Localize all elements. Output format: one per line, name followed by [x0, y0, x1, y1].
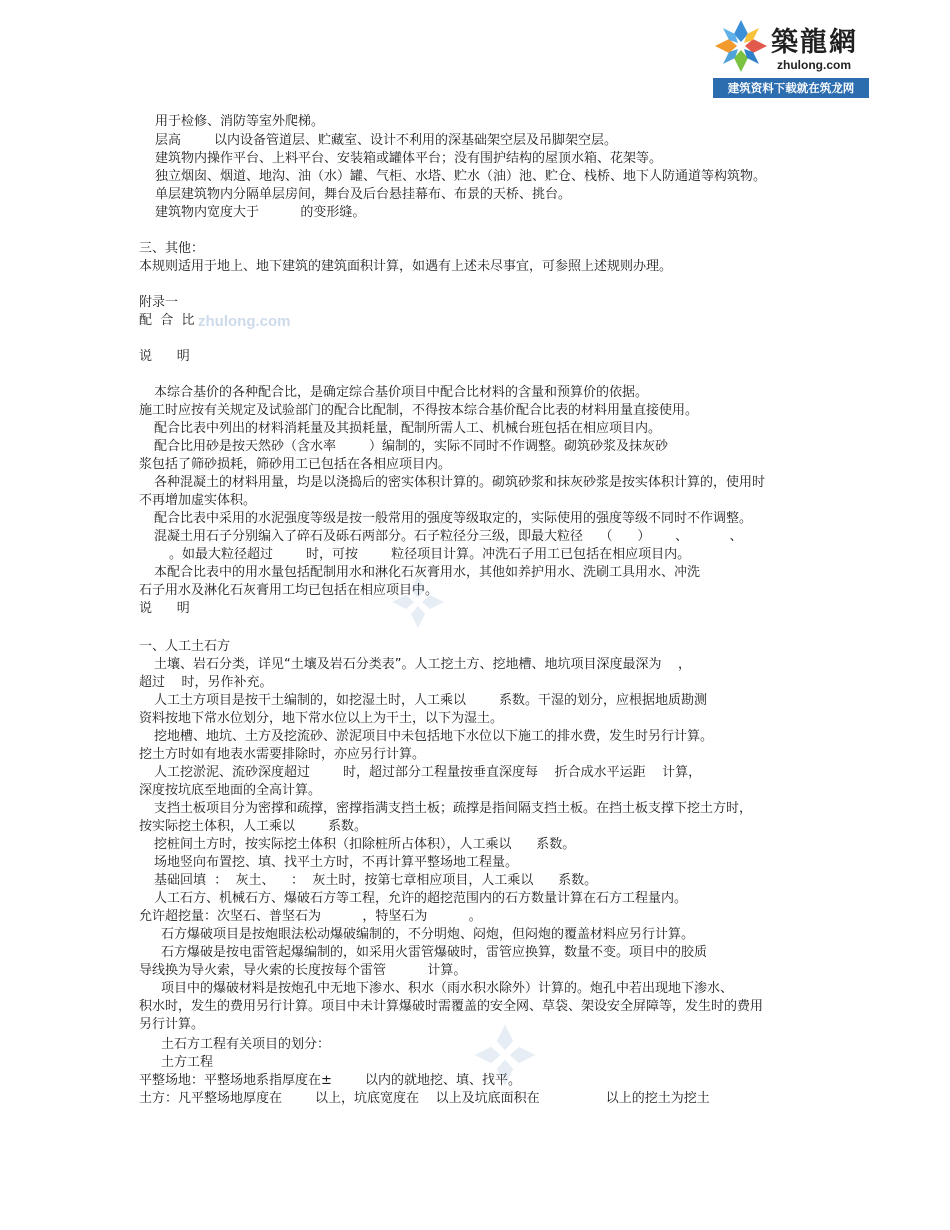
- text-line: 单层建筑物内分隔单层房间，舞台及后台悬挂幕布、布景的天桥、挑台。: [155, 187, 572, 202]
- text-line: 土方：凡平整场地厚度在 以上，坑底宽度在 以上及坑底面积在 以上的挖土为挖土: [139, 1091, 710, 1106]
- text-line: 石子用水及淋化石灰膏用工均已包括在相应项目中。: [139, 583, 439, 598]
- text-line: 层高 以内设备管道层、贮藏室、设计不利用的深基础架空层及吊脚架空层。: [155, 133, 618, 148]
- text-line: 资料按地下常水位划分，地下常水位以上为干土，以下为湿土。: [139, 711, 504, 726]
- watermark-text: zhulong.com: [198, 313, 291, 330]
- zhulong-logo[interactable]: [713, 16, 869, 98]
- text-line: 场地竖向布置挖、填、找平土方时，不再计算平整场地工程量。: [154, 855, 519, 870]
- text-line: 按实际挖土体积，人工乘以 系数。: [139, 819, 368, 834]
- text-line: 配合比表中列出的材料消耗量及其损耗量，配制所需人工、机械台班包括在相应项目内。: [154, 421, 662, 436]
- text-line: 本规则适用于地上、地下建筑的建筑面积计算，如遇有上述未尽事宜，可参照上述规则办理。: [139, 259, 673, 274]
- text-line: 本配合比表中的用水量包括配制用水和淋化石灰膏用水，其他如养护用水、洗刷工具用水、冲洗: [154, 565, 701, 580]
- text-line: 石方爆破项目是按炮眼法松动爆破编制的，不分明炮、闷炮，但闷炮的覆盖材料应另行计算。: [161, 927, 695, 942]
- text-line: 挖地槽、地坑、土方及挖流砂、淤泥项目中未包括地下水位以下施工的排水费，发生时另行计算。: [154, 729, 714, 744]
- text-line: 说 明: [139, 349, 190, 364]
- text-line: 配合比用砂是按天然砂（含水率 ）编制的，实际不同时不作调整。砌筑砂浆及抹灰砂: [154, 439, 669, 454]
- text-line: 混凝土用石子分别编入了碎石及砾石两部分。石子粒径分三级，即最大粒径 （ ） 、 、: [154, 529, 743, 544]
- watermark-snowflake-icon: [388, 572, 448, 632]
- text-line: 允许超挖量：次坚石、普坚石为 ，特坚石为 。: [139, 909, 482, 924]
- text-line: 不再增加虚实体积。: [139, 493, 257, 508]
- text-line: 配 合 比: [139, 313, 195, 328]
- text-line: 挖桩间土方时，按实际挖土体积（扣除桩所占体积），人工乘以 系数。: [154, 837, 576, 852]
- text-line: 。如最大粒径超过 时，可按 粒径项目计算。冲洗石子用工已包括在相应项目内。: [169, 547, 691, 562]
- text-line: 人工土方项目是按干土编制的，如挖湿土时，人工乘以 系数。干湿的划分，应根据地质勘测: [154, 693, 708, 708]
- text-line: 石方爆破是按电雷管起爆编制的，如采用火雷管爆破时，雷管应换算，数量不变。项目中的胶质: [161, 945, 708, 960]
- text-line: 平整场地：平整场地系指厚度在± 以内的就地挖、填、找平。: [139, 1073, 521, 1088]
- text-line: 一、人工土石方: [139, 639, 231, 654]
- logo-domain: zhulong.com: [777, 58, 851, 72]
- text-line: 人工石方、机械石方、爆破石方等工程，允许的超挖范围内的石方数量计算在石方工程量内。: [154, 891, 688, 906]
- text-line: 人工挖淤泥、流砂深度超过 时，超过部分工程量按垂直深度每 折合成水平运距 计算，: [154, 765, 702, 780]
- text-line: 附录一: [139, 295, 179, 310]
- logo-banner: 建筑资料下载就在筑龙网: [713, 78, 869, 98]
- text-line: 建筑物内操作平台、上料平台、安装箱或罐体平台；没有围护结构的屋顶水箱、花架等。: [155, 151, 663, 166]
- text-line: 三、其他：: [139, 241, 205, 256]
- text-line: 说 明: [139, 601, 190, 616]
- text-line: 支挡土板项目分为密撑和疏撑，密撑指满支挡土板；疏撑是指间隔支挡土板。在挡土板支撑下挖土方时，: [154, 801, 753, 816]
- text-line: 浆包括了筛砂损耗，筛砂用工已包括在各相应项目内。: [139, 457, 452, 472]
- snowflake-logo-icon: [713, 16, 769, 76]
- text-line: 用于检修、消防等室外爬梯。: [155, 114, 325, 129]
- logo-top: [713, 16, 869, 78]
- text-line: 导线换为导火索，导火索的长度按每个雷管 计算。: [139, 963, 467, 978]
- text-line: 建筑物内宽度大于 的变形缝。: [155, 205, 366, 220]
- text-line: 超过 时，另作补充。: [139, 675, 273, 690]
- logo-name-cn: 築龍網: [771, 27, 858, 58]
- text-line: 项目中的爆破材料是按炮孔中无地下渗水、积水（雨水积水除外）计算的。炮孔中若出现地下渗水、: [161, 981, 734, 996]
- text-line: 土方工程: [161, 1055, 214, 1070]
- text-line: 各种混凝土的材料用量，均是以浇捣后的密实体积计算的。砌筑砂浆和抹灰砂浆是按实体积计算的，使用时: [154, 475, 766, 490]
- text-line: 深度按坑底至地面的全高计算。: [139, 783, 322, 798]
- text-line: 积水时，发生的费用另行计算。项目中未计算爆破时需覆盖的安全网、草袋、架设安全屏障等，发生时的费用: [139, 999, 764, 1014]
- text-line: 另行计算。: [139, 1017, 205, 1032]
- text-line: 施工时应按有关规定及试验部门的配合比配制，不得按本综合基价配合比表的材料用量直接使用。: [139, 403, 699, 418]
- text-line: 配合比表中采用的水泥强度等级是按一般常用的强度等级取定的，实际使用的强度等级不同时不作调整。: [154, 511, 753, 526]
- text-line: 本综合基价的各种配合比，是确定综合基价项目中配合比材料的含量和预算价的依据。: [154, 385, 649, 400]
- text-line: 土壤、岩石分类，详见“土壤及岩石分类表”。人工挖土方、挖地槽、地坑项目深度最深为 ，: [154, 657, 691, 672]
- text-line: 土石方工程有关项目的划分：: [161, 1037, 331, 1052]
- text-line: 挖土方时如有地表水需要排除时，亦应另行计算。: [139, 747, 426, 762]
- text-line: 基础回填 ： 灰土、 ： 灰土时，按第七章相应项目，人工乘以 系数。: [154, 873, 598, 888]
- text-line: 独立烟囱、烟道、地沟、油（水）罐、气柜、水塔、贮水（油）池、贮仓、栈桥、地下人防通道等构筑物。: [155, 169, 767, 184]
